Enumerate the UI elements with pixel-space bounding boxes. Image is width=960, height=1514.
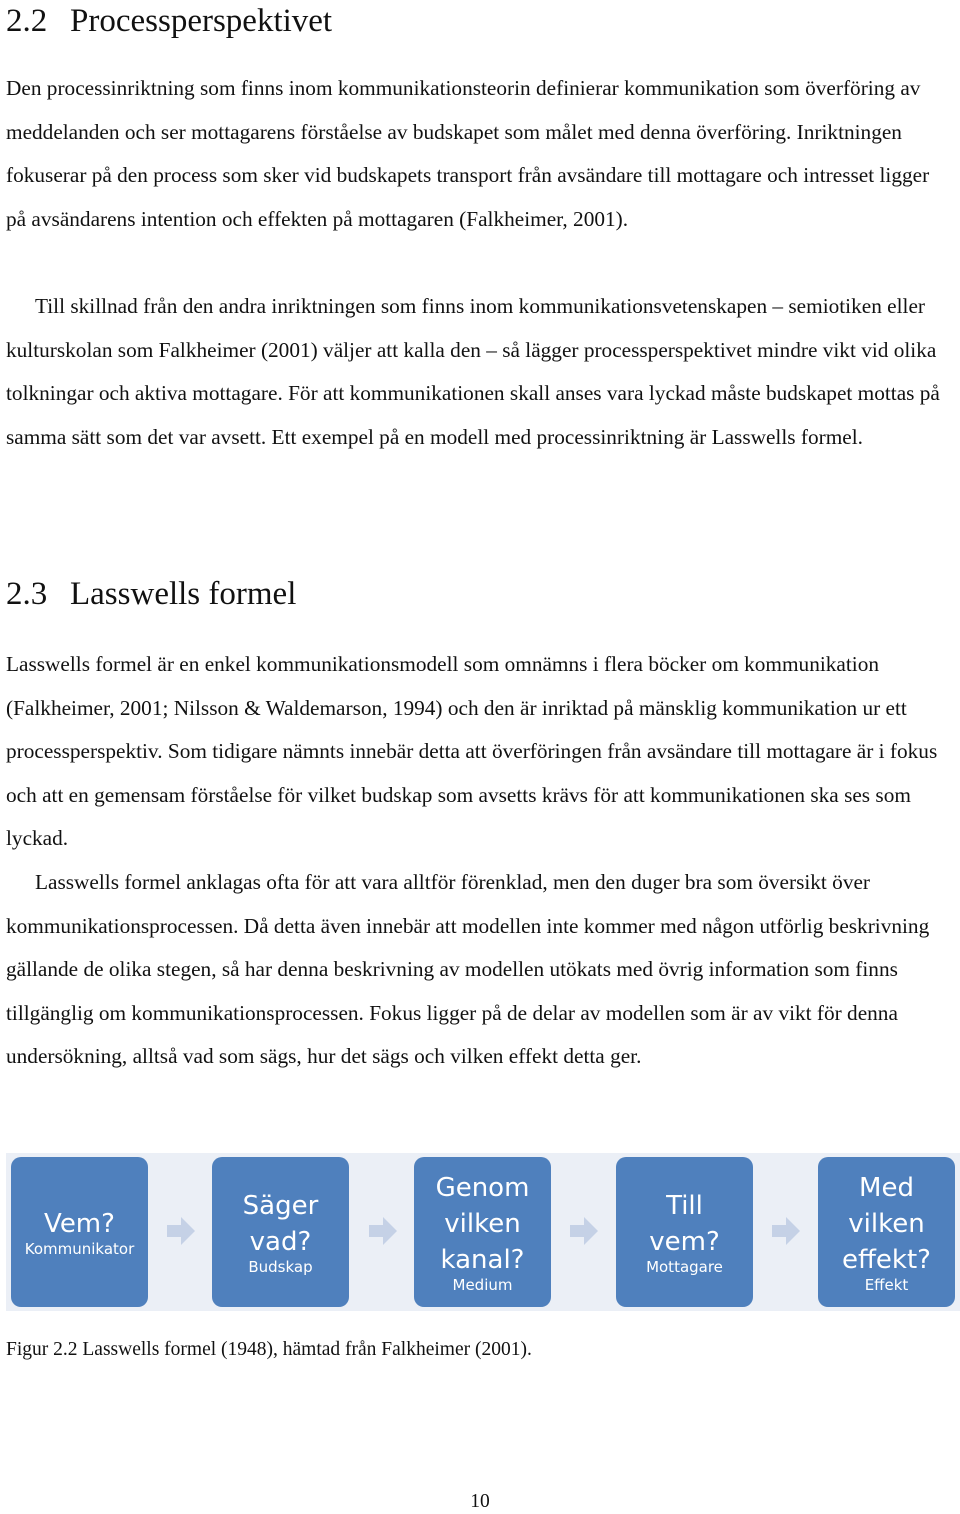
- arrow-right-icon: [771, 1216, 801, 1246]
- section-heading-2-2: [6, 1, 332, 41]
- step-question: Till vem?: [649, 1191, 720, 1257]
- step-box-channel: [414, 1157, 551, 1307]
- step-label: Kommunikator: [24, 1240, 135, 1258]
- step-box-says-what: [212, 1157, 349, 1307]
- page-number: 10: [470, 1491, 490, 1512]
- step-question: Genom vilken kanal?: [435, 1173, 530, 1275]
- step-label: Budskap: [248, 1258, 313, 1276]
- arrow-right-icon: [166, 1216, 196, 1246]
- step-question: Säger vad?: [242, 1191, 319, 1257]
- section-number: 2.2: [6, 3, 48, 39]
- step-label: Effekt: [864, 1276, 909, 1294]
- step-label: Medium: [452, 1276, 513, 1294]
- step-question: Med vilken effekt?: [842, 1173, 931, 1275]
- step-box-effect: [818, 1157, 955, 1307]
- paragraph: Lasswells formel är en enkel kommunikationsmodell som omnämns i flera böcker om kommunikation (Falkheimer, 2001; Nilsson & Waldemarson, 1994) och den är inriktad på mänsklig kommunikation ur ett processperspektiv. Som tidigare nämnts innebär detta att överföringen från avsändare till mottagare är i fokus och att en gemensam förståelse för vilket budskap som avsetts krävs för att kommunikationen ska ses som lyckad.: [6, 652, 938, 851]
- lasswell-diagram: [6, 1153, 960, 1311]
- step-box-who: [11, 1157, 148, 1307]
- step-label: Mottagare: [646, 1258, 723, 1276]
- step-question: Vem?: [44, 1209, 115, 1239]
- paragraph: Den processinriktning som finns inom kommunikationsteorin definierar kommunikation som överföring av meddelanden och ser mottagarens förståelse av budskapet som målet med denna överföring. Inriktningen fokuserar på den process som sker vid budskapets transport från avsändare till mottagare och intresset ligger på avsändarens intention och effekten på mottagaren (Falkheimer, 2001).: [6, 76, 930, 231]
- paragraph: Till skillnad från den andra inriktningen som finns inom kommunikationsvetenskapen – semiotiken eller kulturskolan som Falkheimer (2001) väljer att kalla den – så lägger processperspektivet mindre vikt vid olika tolkningar och aktiva mottagare. För att kommunikationen skall anses vara lyckad måste budskapet mottas på samma sätt som det var avsett. Ett exempel på en modell med processinriktning är Lasswells formel.: [6, 294, 940, 449]
- arrow-right-icon: [569, 1216, 599, 1246]
- arrow-right-icon: [368, 1216, 398, 1246]
- section-heading-2-3: [6, 574, 296, 614]
- section-title: Lasswells formel: [70, 576, 297, 612]
- paragraph: Lasswells formel anklagas ofta för att vara alltför förenklad, men den duger bra som översikt över kommunikationsprocessen. Då detta även innebär att modellen inte kommer med någon utförlig beskrivning gällande de olika stegen, så har denna beskrivning av modellen utökats med övrig information som finns tillgänglig om kommunikationsprocessen. Fokus ligger på de delar av modellen som är av vikt för denna undersökning, alltså vad som sägs, hur det sägs och vilken effekt detta ger.: [6, 870, 930, 1069]
- figure-caption: Figur 2.2 Lasswells formel (1948), hämtad från Falkheimer (2001).: [6, 1339, 532, 1360]
- step-box-to-whom: [616, 1157, 753, 1307]
- section-number: 2.3: [6, 576, 48, 612]
- section-title: Processperspektivet: [70, 3, 333, 39]
